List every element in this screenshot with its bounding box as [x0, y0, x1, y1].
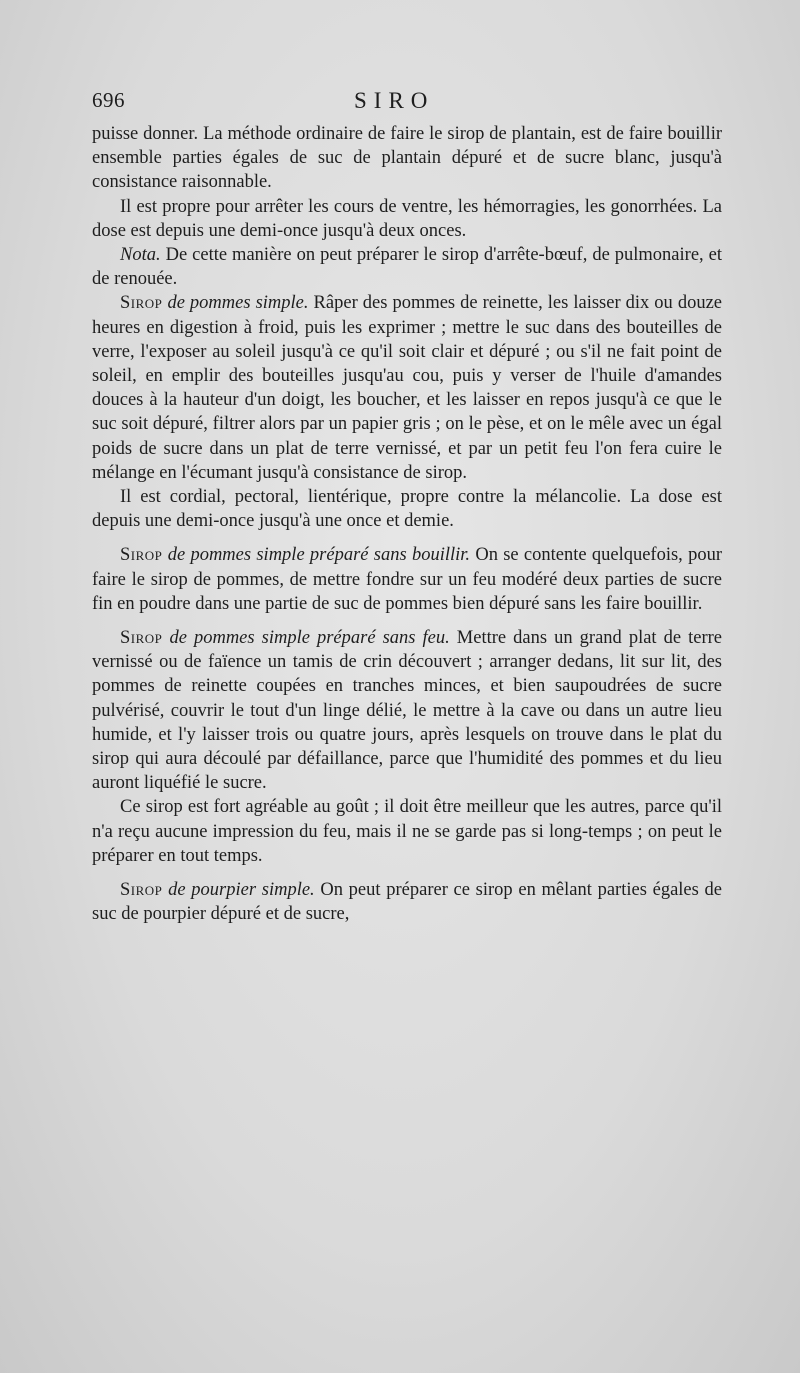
body-text	[92, 122, 722, 927]
entry-sirop-pourpier: Sirop de pourpier simple. On peut préparer ce sirop en mêlant parties égales de suc de pourpier dépuré et de sucre,	[92, 880, 722, 925]
paragraph-usage-sans-feu: Ce sirop est fort agréable au goût ; il doit être meilleur que les autres, parce qu'il n'a reçu aucune impression du feu, mais il ne se garde pas si long-temps ; on peut le préparer en tout temps.	[92, 797, 722, 866]
entry-sirop-pommes-simple: Sirop de pommes simple. Râper des pommes de reinette, les laisser dix ou douze heures en digestion à froid, puis les exprimer ; mettre le suc dans des bouteilles de verre, l'exposer au soleil jusqu'à ce qu'il soit clair et dépuré ; ou s'il ne fait point de soleil, en emplir des bouteilles jusqu'au cou, puis y verser de l'huile d'amandes douces à la hauteur d'un doigt, les boucher, et les laisser en repos jusqu'à ce que le suc soit dépuré, filtrer alors par un papier gris ; on le pèse, et on le mêle avec un égal poids de sucre dans un plat de terre vernissé, et par un petit feu l'on fera cuire le mélange en l'écumant jusqu'à consistance de sirop.	[92, 293, 722, 483]
page-number: 696	[92, 88, 125, 112]
entry-title: de pourpier simple.	[162, 880, 315, 901]
entry-head: Sirop	[120, 293, 163, 314]
nota-label: Nota.	[120, 245, 161, 266]
paragraph-nota: Nota. De cette manière on peut préparer le sirop d'arrête-bœuf, de pulmonaire, et de renouée.	[92, 245, 722, 290]
entry-sirop-pommes-sans-bouillir: Sirop de pommes simple préparé sans bouillir. On se contente quelquefois, pour faire le sirop de pommes, de mettre fondre sur un feu modéré deux parties de sucre fin en poudre dans une partie de suc de pommes bien dépuré sans les faire bouillir.	[92, 545, 722, 614]
entry-head: Sirop	[120, 880, 163, 901]
entry-head: Sirop	[120, 628, 163, 649]
entry-sirop-pommes-sans-feu: Sirop de pommes simple préparé sans feu. Mettre dans un grand plat de terre vernissé ou de faïence un tamis de crin découvert ; arranger dedans, lit sur lit, des pommes de reinette coupées en tranches minces, et bien saupoudrées de sucre pulvérisé, couvrir le tout d'un linge délié, le mettre à la cave ou dans un autre lieu humide, et l'y laisser trois ou quatre jours, après lesquels on trouve dans le plat du sirop qui aura découlé par défaillance, parce que l'humidité des pommes et du lieu auront liquéfié le sucre.	[92, 628, 722, 794]
running-head: SIRO	[354, 88, 435, 113]
page-header	[92, 88, 724, 122]
paragraph-usage-pommes: Il est cordial, pectoral, lientérique, propre contre la mélancolie. La dose est depuis une demi-once jusqu'à une once et demie.	[92, 487, 722, 532]
paragraph-usage-plantain: Il est propre pour arrêter les cours de ventre, les hémorragies, les gonorrhées. La dose est depuis une demi-once jusqu'à deux onces.	[92, 196, 722, 241]
paragraph-continuation: puisse donner. La méthode ordinaire de faire le sirop de plantain, est de faire bouillir ensemble parties égales de suc de plantain dépuré et de sucre blanc, jusqu'à consistance raisonnable.	[92, 124, 722, 193]
entry-title: de pommes simple.	[162, 293, 309, 314]
entry-title: de pommes simple préparé sans bouillir.	[162, 545, 471, 566]
entry-title: de pommes simple préparé sans feu.	[162, 628, 450, 649]
entry-head: Sirop	[120, 545, 163, 566]
